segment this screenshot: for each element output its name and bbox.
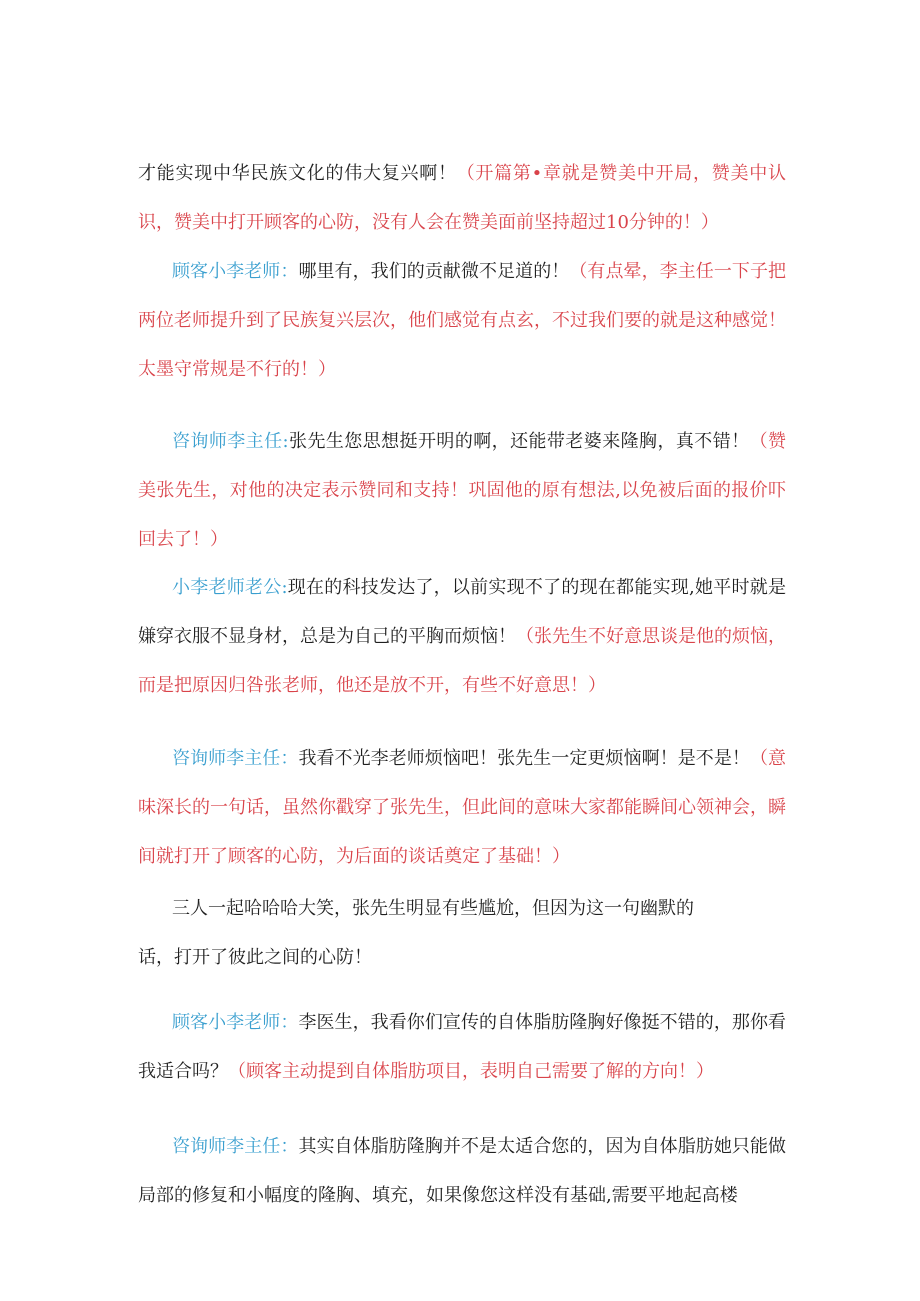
narration-text: 三人一起哈哈哈大笑，张先生明显有些尴尬，但因为这一句幽默的 (172, 898, 694, 919)
commentary-note: （赞美张先生，对他的决定表示赞同和支持！巩固他的原有想法,以免被后面的报价吓回去了！） (138, 431, 786, 550)
commentary-note: （张先生不好意思谈是他的烦恼，而是把原因归咎张老师，他还是放不开，有些不好意思！） (138, 626, 786, 696)
speaker-label: 小李老师老公: (172, 577, 288, 598)
dialogue-text: 现在的科技发达了，以前实现不了的现在都能实现,她平时就是嫌穿衣服不显身材，总是为自己的平胸而烦恼！ (138, 577, 786, 647)
dialogue-text: 张先生您思想挺开明的啊，还能带老婆来隆胸，真不错！ (288, 431, 750, 452)
speaker-label: 咨询师李主任： (172, 748, 299, 769)
narration-text: 话，打开了彼此之间的心防！ (138, 947, 372, 968)
dialogue-text: 才能实现中华民族文化的伟大复兴啊！ (138, 163, 457, 184)
paragraph-5 (138, 734, 786, 881)
commentary-note: （开篇第•章就是赞美中开局，赞美中认识，赞美中打开顾客的心防，没有人会在赞美面前坚持超过10分钟的！） (138, 163, 786, 233)
paragraph-8 (138, 998, 786, 1096)
paragraph-2 (138, 247, 786, 394)
speaker-label: 顾客小李老师： (172, 1012, 299, 1033)
speaker-label: 咨询师李主任: (172, 431, 289, 452)
dialogue-text: 其实自体脂肪隆胸并不是太适合您的，因为自体脂肪她只能做局部的修复和小幅度的隆胸、填充，如果像您这样没有基础,需要平地起高楼 (138, 1136, 787, 1206)
speaker-label: 顾客小李老师： (172, 261, 299, 282)
paragraph-9 (138, 1122, 786, 1220)
paragraph-6 (138, 884, 786, 933)
commentary-note: （有点晕，李主任一下子把两位老师提升到了民族复兴层次，他们感觉有点玄，不过我们要的就是这种感觉！太墨守常规是不行的！） (138, 261, 787, 380)
commentary-note: （意味深长的一句话，虽然你戳穿了张先生，但此间的意味大家都能瞬间心领神会，瞬间就打开了顾客的心防，为后面的谈话奠定了基础！） (138, 748, 787, 867)
commentary-note: （顾客主动提到自体脂肪项目，表明自己需要了解的方向！） (228, 1061, 714, 1082)
paragraph-4 (138, 563, 786, 710)
paragraph-1 (138, 149, 786, 247)
speaker-label: 咨询师李主任： (172, 1136, 299, 1157)
dialogue-text: 哪里有，我们的贡献微不足道的！ (298, 261, 570, 282)
paragraph-7 (138, 933, 786, 982)
dialogue-text: 李医生，我看你们宣传的自体脂肪隆胸好像挺不错的，那你看我适合吗？ (138, 1012, 787, 1082)
paragraph-3 (138, 417, 786, 564)
dialogue-text: 我看不光李老师烦恼吧！张先生一定更烦恼啊！是不是！ (298, 748, 750, 769)
